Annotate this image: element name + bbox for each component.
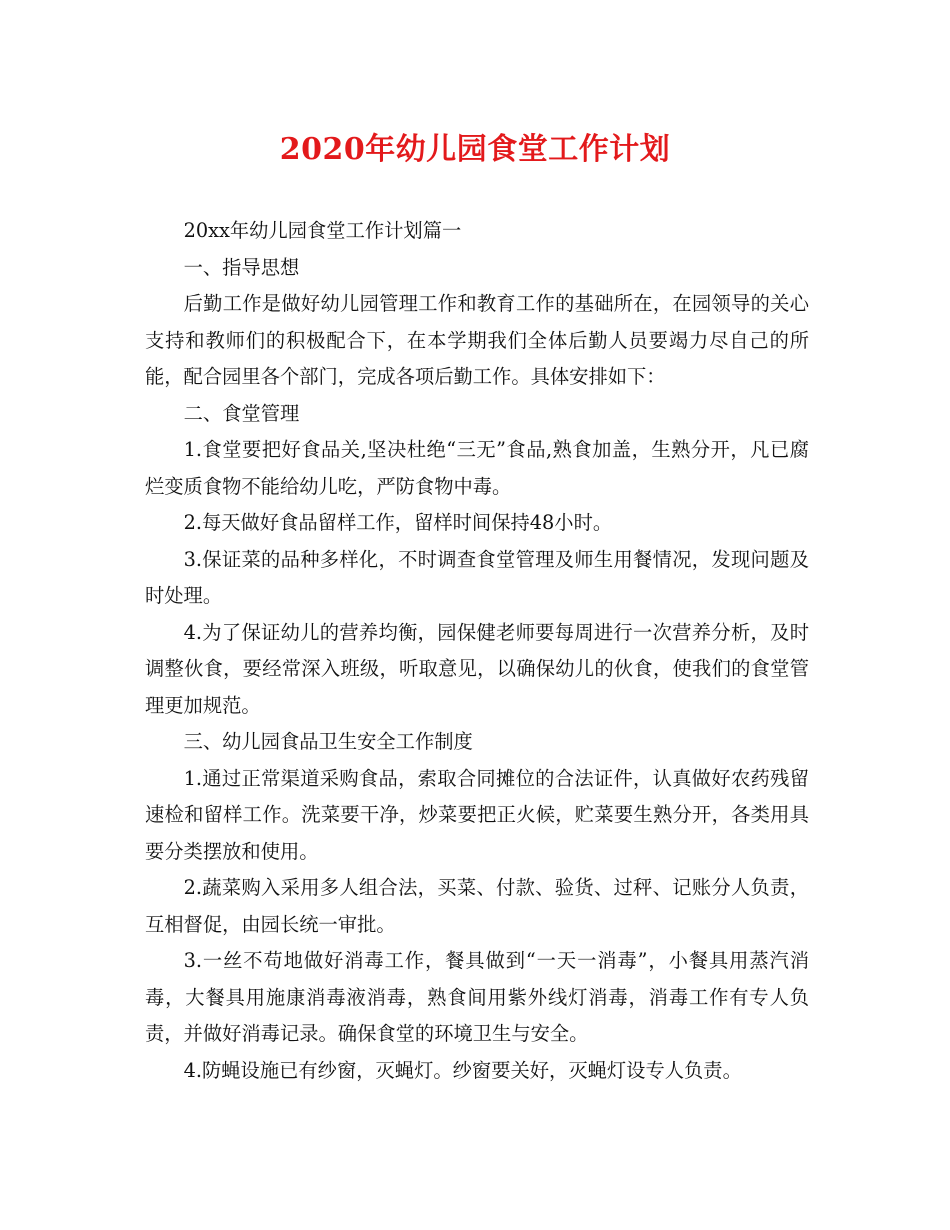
paragraph-safety-4: 4.防蝇设施已有纱窗，灭蝇灯。纱窗要关好，灭蝇灯设专人负责。	[183, 1058, 742, 1082]
paragraph-safety-3: 3.一丝不苟地做好消毒工作，餐具做到“一天一消毒”，小餐具用蒸汽消毒，大餐具用施康消毒液消毒，熟食间用紫外线灯消毒，消毒工作有专人负责，并做好消毒记录。确保食堂的环境卫生与安全。	[145, 949, 809, 1045]
document-title: 2020年幼儿园食堂工作计划	[279, 132, 671, 167]
document-body	[145, 213, 809, 1089]
paragraph-safety-2: 2.蔬菜购入采用多人组合法，买菜、付款、验货、过秤、记账分人负责，互相督促，由园长统一审批。	[145, 876, 809, 936]
paragraph-management-3: 3.保证菜的品种多样化，不时调查食堂管理及师生用餐情况，发现问题及时处理。	[145, 547, 809, 607]
paragraph-management-2: 2.每天做好食品留样工作，留样时间保持48小时。	[183, 511, 613, 534]
paragraph-safety-1: 1.通过正常渠道采购食品，索取合同摊位的合法证件，认真做好农药残留速检和留样工作。洗菜要干净，炒菜要把正火候，贮菜要生熟分开，各类用具要分类摆放和使用。	[145, 766, 809, 863]
heading-canteen-management: 二、食堂管理	[183, 401, 300, 425]
paragraph-section-title: 20xx年幼儿园食堂工作计划篇一	[183, 219, 462, 242]
heading-food-safety: 三、幼儿园食品卫生安全工作制度	[183, 730, 473, 753]
heading-guiding-idea: 一、指导思想	[183, 255, 300, 279]
paragraph-management-1: 1.食堂要把好食品关,坚决杜绝“三无”食品,熟食加盖，生熟分开，凡已腐烂变质食物不能给幼儿吃，严防食物中毒。	[145, 438, 809, 498]
paragraph-guiding-idea: 后勤工作是做好幼儿园管理工作和教育工作的基础所在，在园领导的关心支持和教师们的积极配合下，在本学期我们全体后勤人员要竭力尽自己的所能，配合园里各个部门，完成各项后勤工作。具体安排如下：	[145, 292, 809, 388]
paragraph-management-4: 4.为了保证幼儿的营养均衡，园保健老师要每周进行一次营养分析，及时调整伙食，要经常深入班级，听取意见，以确保幼儿的伙食，使我们的食堂管理更加规范。	[145, 620, 809, 717]
